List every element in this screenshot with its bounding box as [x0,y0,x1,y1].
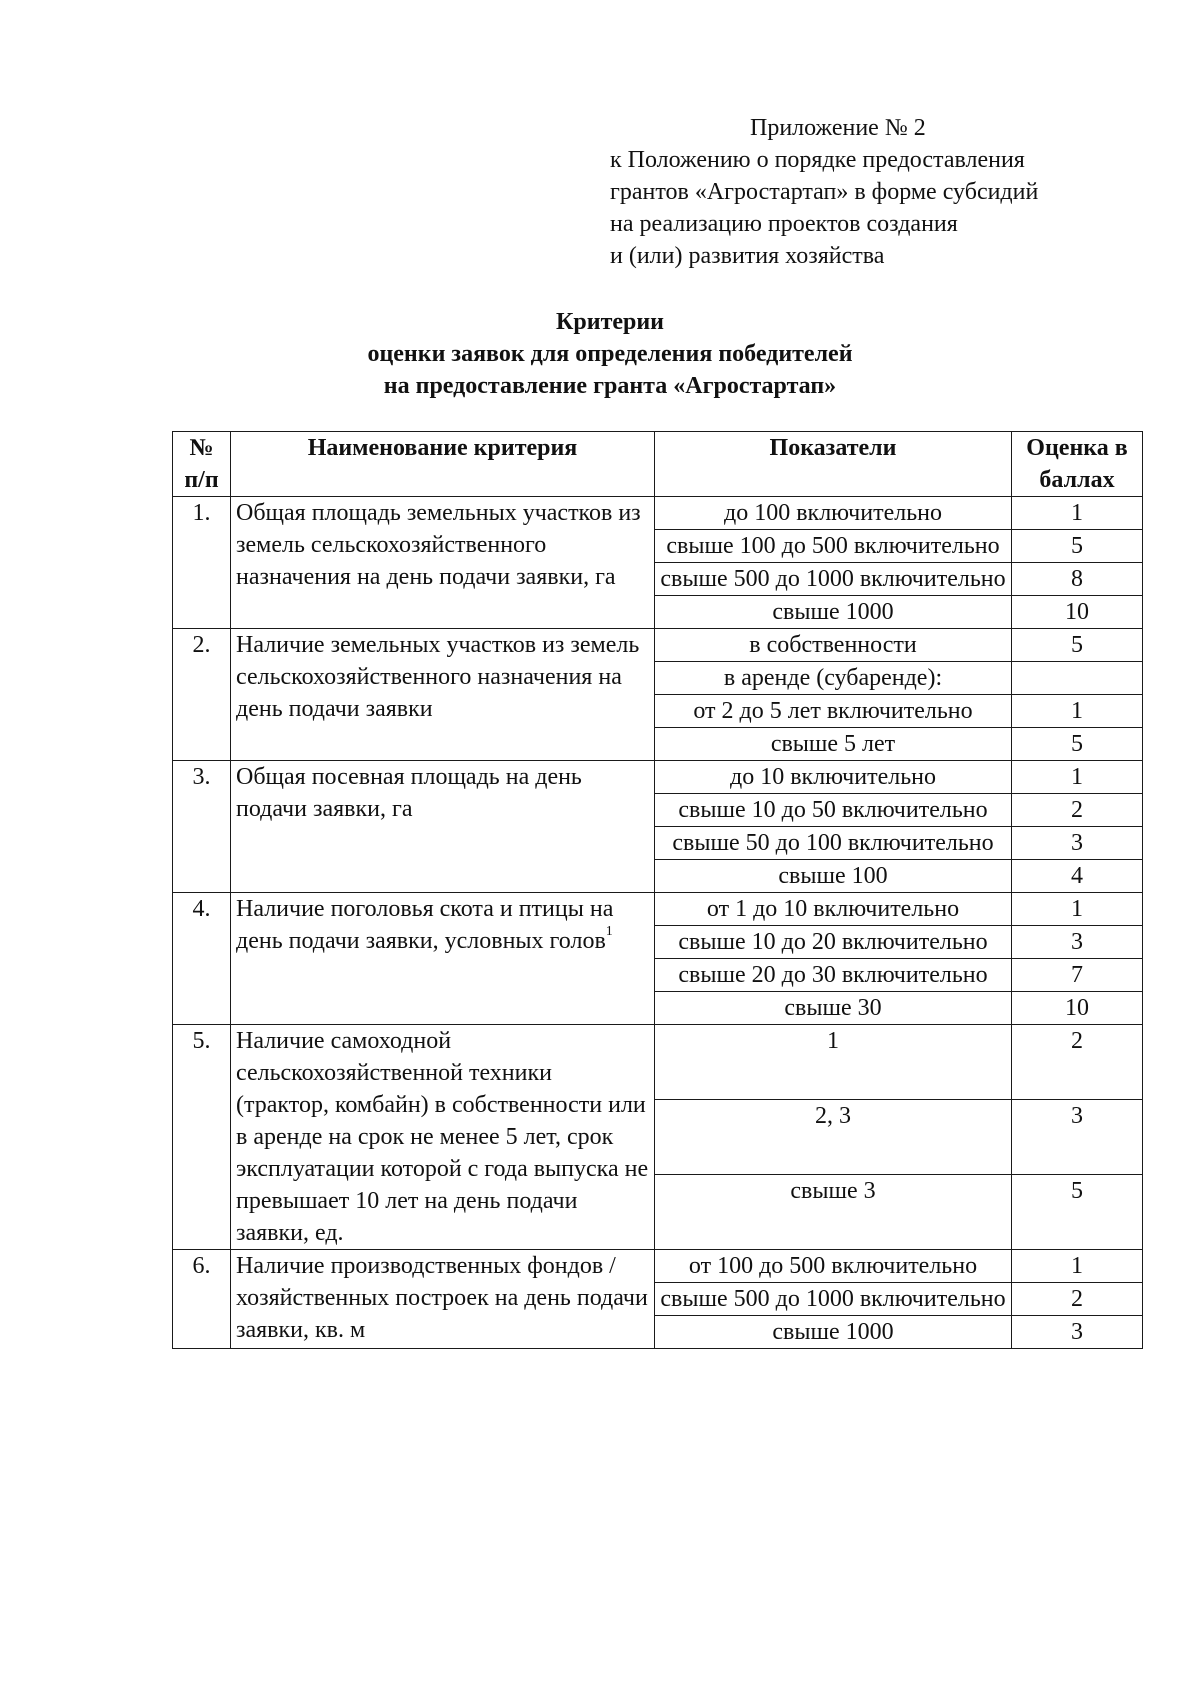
criterion-name-cell [231,761,655,893]
score-cell: 5 [1012,728,1143,761]
indicator-cell: от 100 до 500 включительно [655,1250,1012,1283]
score-cell: 1 [1012,893,1143,926]
appendix-line: Приложение № 2 [750,115,926,141]
score-cell: 1 [1012,497,1143,530]
criterion-name: Общая площадь земельных участков из земель сельскохозяйственного назначения на день подачи заявки, га [236,500,641,590]
score-cell: 7 [1012,959,1143,992]
score-cell: 5 [1012,629,1143,662]
criterion-name-cell [231,1250,655,1349]
table-row [173,1025,1143,1100]
criterion-name-cell [231,629,655,761]
score-cell: 1 [1012,1250,1143,1283]
indicator-cell: свыше 100 до 500 включительно [655,530,1012,563]
appendix-line: на реализацию проектов создания [610,211,958,237]
indicator-cell: свыше 3 [655,1175,1012,1250]
indicator-cell: свыше 10 до 20 включительно [655,926,1012,959]
score-cell: 3 [1012,1316,1143,1349]
criterion-number: 2. [173,629,231,761]
score-cell: 2 [1012,1025,1143,1100]
indicator-cell: 2, 3 [655,1100,1012,1175]
table-row [173,761,1143,794]
indicator-cell: свыше 100 [655,860,1012,893]
table-row [173,893,1143,926]
table-row [173,1250,1143,1283]
document-title [160,306,1060,402]
score-cell: 1 [1012,695,1143,728]
header-indicators: Показатели [655,432,1012,497]
title-line: на предоставление гранта «Агростартап» [383,373,837,399]
score-cell: 8 [1012,563,1143,596]
criterion-number: 3. [173,761,231,893]
criteria-body [173,497,1143,1349]
score-cell: 10 [1012,992,1143,1025]
criterion-number: 6. [173,1250,231,1349]
score-cell: 10 [1012,596,1143,629]
indicator-cell: свыше 500 до 1000 включительно [655,563,1012,596]
criterion-name: Наличие самоходной сельскохозяйственной техники (трактор, комбайн) в собственности или в аренде на срок не менее 5 лет, срок эксплуатации которой с года выпуска не превышает 10 лет на день подачи заявки, ед. [236,1028,649,1246]
criterion-name: Наличие земельных участков из земель сельскохозяйственного назначения на день подачи заявки [236,632,640,722]
score-cell: 4 [1012,860,1143,893]
indicator-cell: свыше 20 до 30 включительно [655,959,1012,992]
score-cell: 3 [1012,827,1143,860]
title-line: Критерии [555,309,665,335]
score-cell: 2 [1012,794,1143,827]
criterion-name-cell [231,1025,655,1250]
indicator-cell: свыше 5 лет [655,728,1012,761]
indicator-cell: свыше 10 до 50 включительно [655,794,1012,827]
criteria-table [172,431,1143,1349]
header-score: Оценка в баллах [1012,432,1143,497]
indicator-cell: свыше 30 [655,992,1012,1025]
appendix-header [610,112,1038,272]
criterion-name-cell [231,497,655,629]
score-cell: 2 [1012,1283,1143,1316]
header-num: № п/п [173,432,231,497]
criterion-name: Наличие поголовья скота и птицы на день подачи заявки, условных голов [236,896,614,954]
table-row [173,629,1143,662]
indicator-cell: свыше 50 до 100 включительно [655,827,1012,860]
indicator-cell: от 1 до 10 включительно [655,893,1012,926]
score-cell: 5 [1012,1175,1143,1250]
header-name: Наименование критерия [231,432,655,497]
criterion-name: Общая посевная площадь на день подачи заявки, га [236,764,582,822]
indicator-cell: свыше 500 до 1000 включительно [655,1283,1012,1316]
criterion-number: 5. [173,1025,231,1250]
indicator-cell: в собственности [655,629,1012,662]
table-row [173,497,1143,530]
criterion-number: 4. [173,893,231,1025]
criterion-number: 1. [173,497,231,629]
footnote-marker: 1 [605,924,613,939]
score-cell: 5 [1012,530,1143,563]
score-cell: 3 [1012,1100,1143,1175]
criterion-name-cell [231,893,655,1025]
title-line: оценки заявок для определения победителей [367,341,853,367]
indicator-cell: в аренде (субаренде): [655,662,1012,695]
appendix-line: к Положению о порядке предоставления [610,147,1025,173]
score-cell [1012,662,1143,695]
appendix-line: грантов «Агростартап» в форме субсидий [610,179,1039,205]
score-cell: 1 [1012,761,1143,794]
criterion-name: Наличие производственных фондов / хозяйственных построек на день подачи заявки, кв. м [236,1253,648,1343]
appendix-line: и (или) развития хозяйства [610,243,885,269]
indicator-cell: от 2 до 5 лет включительно [655,695,1012,728]
indicator-cell: до 100 включительно [655,497,1012,530]
score-cell: 3 [1012,926,1143,959]
table-header-row [173,432,1143,497]
indicator-cell: свыше 1000 [655,1316,1012,1349]
indicator-cell: до 10 включительно [655,761,1012,794]
indicator-cell: 1 [655,1025,1012,1100]
indicator-cell: свыше 1000 [655,596,1012,629]
